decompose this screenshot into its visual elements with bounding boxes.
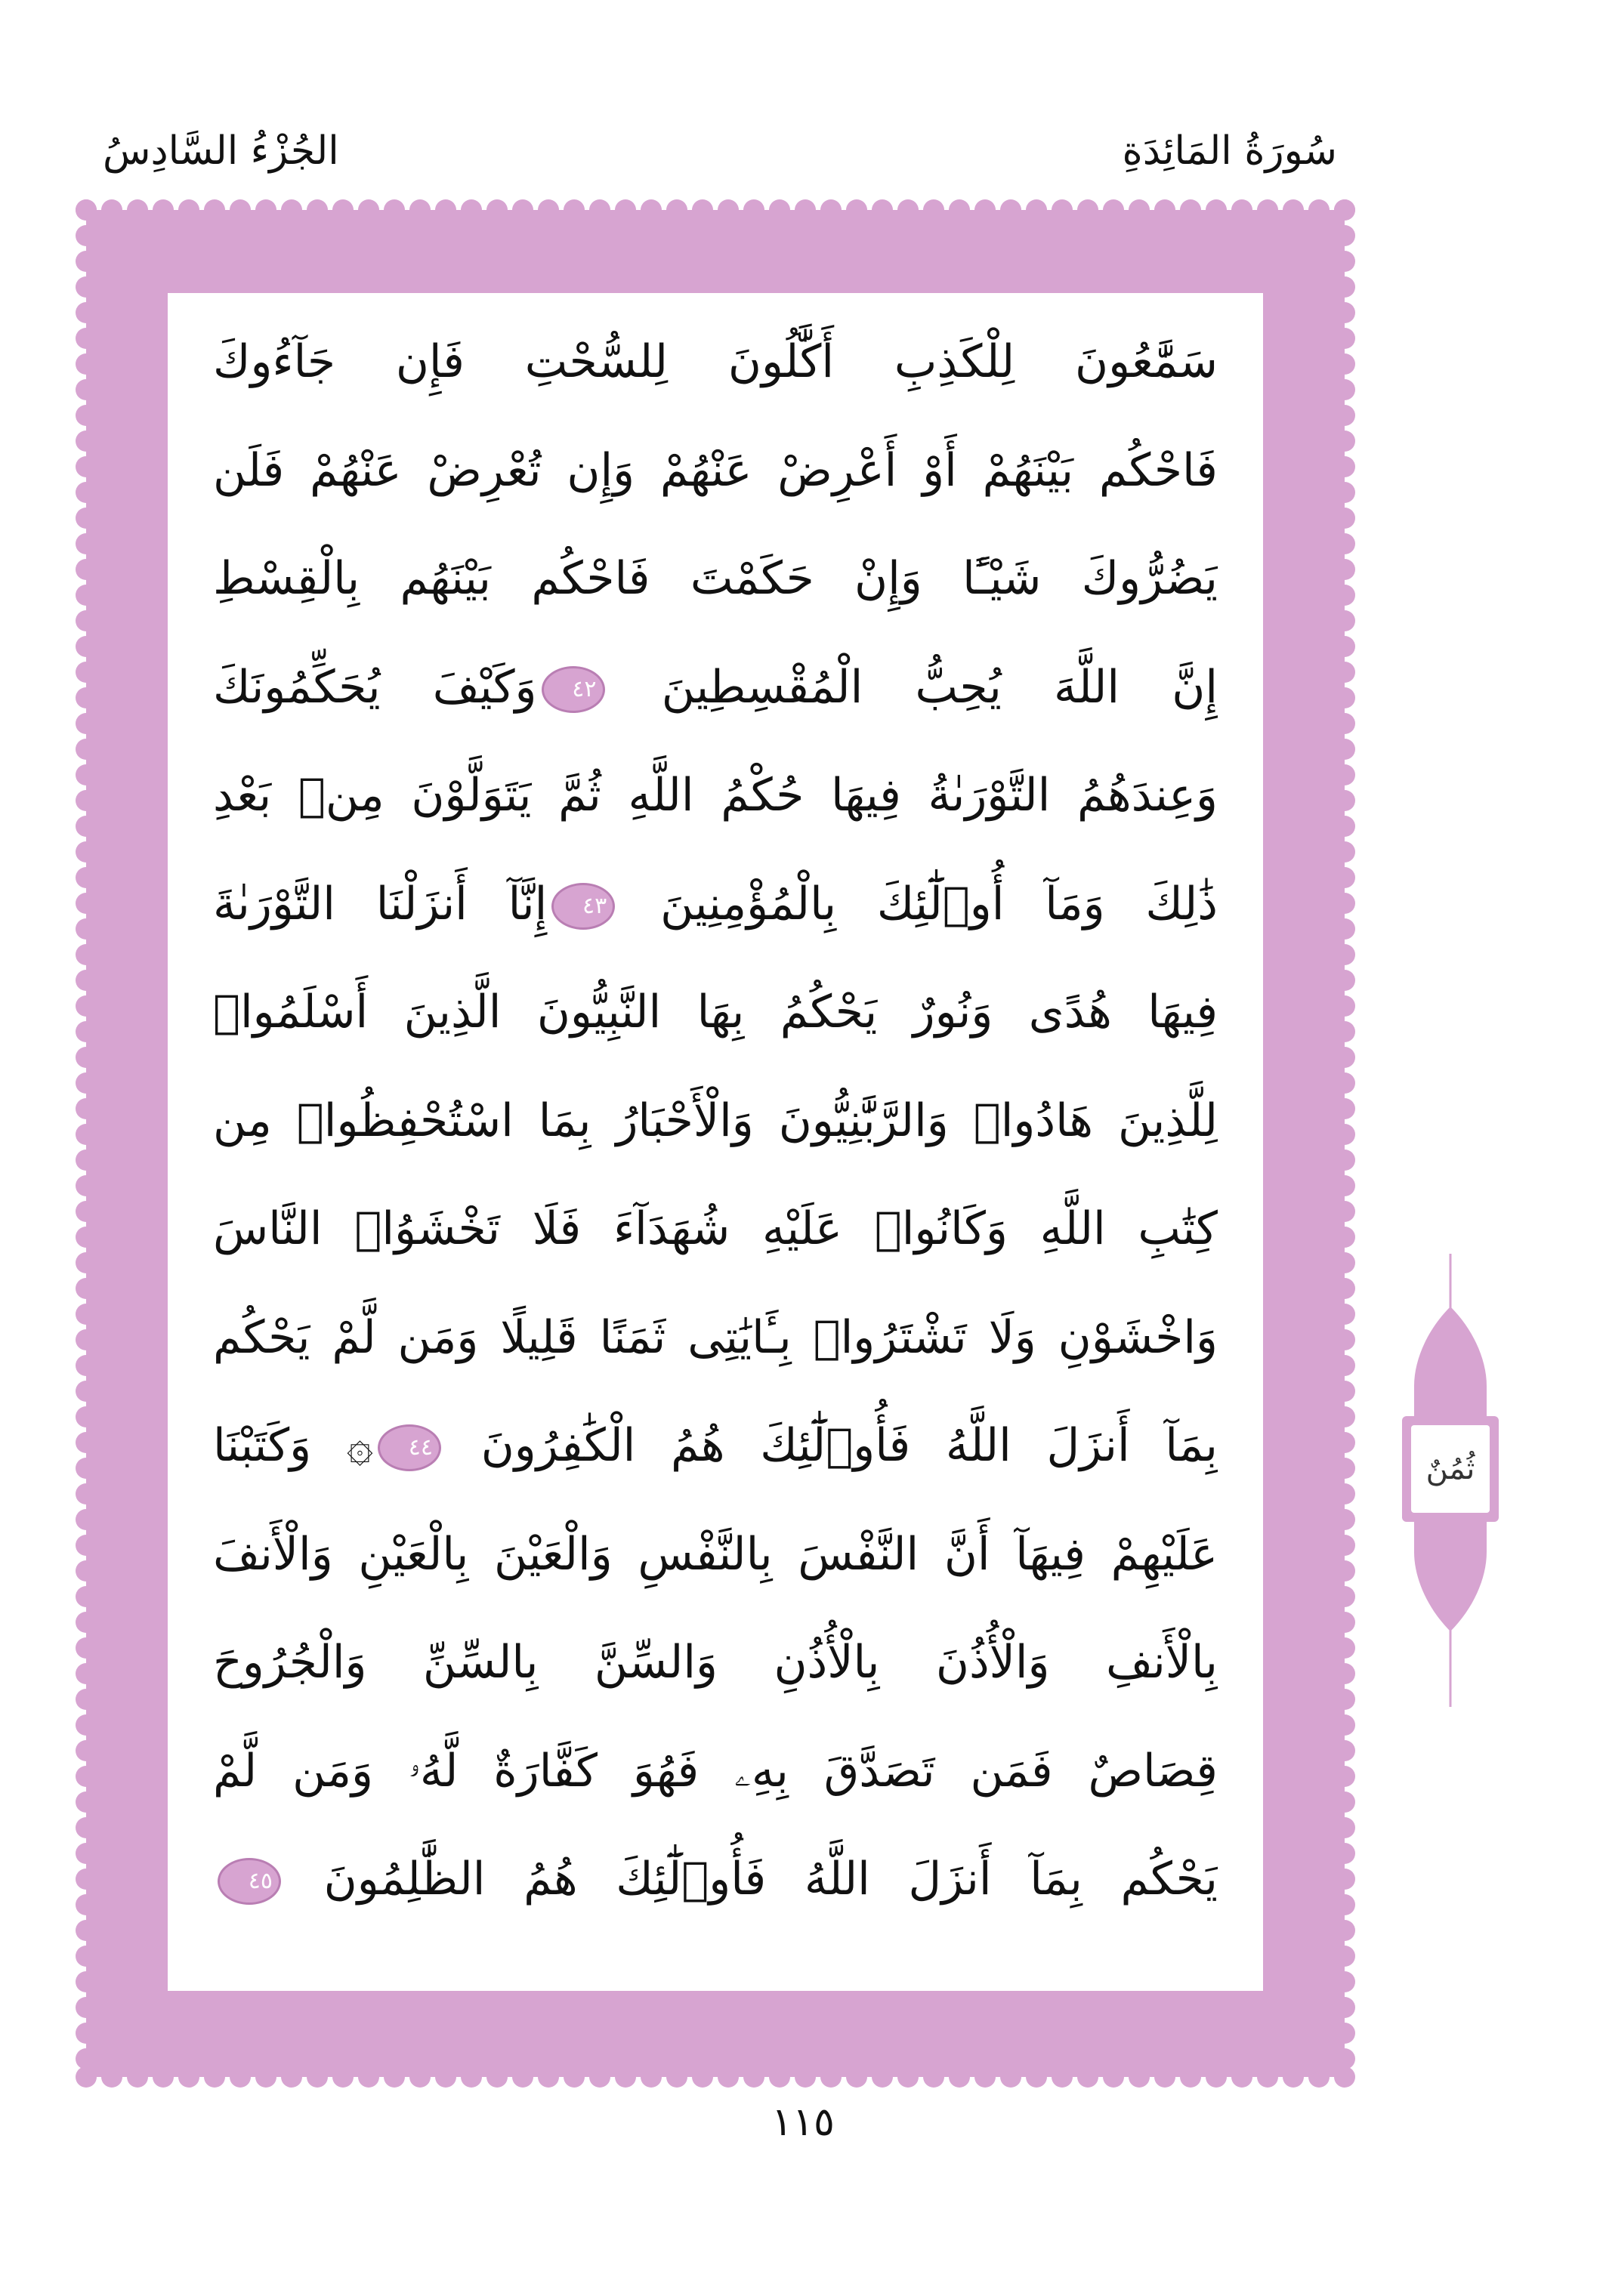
verse-line bbox=[213, 525, 1218, 634]
thumn-margin-marker bbox=[1398, 1254, 1503, 1707]
verse-text: إِنَّآ أَنزَلْنَا التَّوْرَىٰةَ bbox=[213, 877, 548, 930]
verse-line bbox=[213, 850, 1218, 959]
verse-line bbox=[213, 958, 1218, 1067]
verse-text: يَضُرُّوكَ شَيْـًٔا وَإِنْ حَكَمْتَ فَاحْكُم بَيْنَهُم بِالْقِسْطِ bbox=[213, 552, 1218, 605]
verse-text: وَاخْشَوْنِ وَلَا تَشْتَرُوا۟ بِـَٔايَٰتِى ثَمَنًا قَلِيلًا وَمَن لَّمْ يَحْكُم bbox=[213, 1310, 1218, 1364]
verse-text: بِالْأَنفِ وَالْأُذُنَ بِالْأُذُنِ وَالسِّنَّ بِالسِّنِّ وَالْجُرُوحَ bbox=[213, 1636, 1218, 1689]
verse-line bbox=[213, 1392, 1218, 1501]
verse-text: فَاحْكُم بَيْنَهُمْ أَوْ أَعْرِضْ عَنْهُمْ وَإِن تُعْرِضْ عَنْهُمْ فَلَن bbox=[213, 443, 1218, 497]
verse-line bbox=[213, 742, 1218, 850]
verse-line bbox=[213, 1067, 1218, 1176]
verse-text: إِنَّ اللَّهَ يُحِبُّ الْمُقْسِطِينَ bbox=[609, 660, 1218, 714]
verse-text: فِيهَا هُدًى وَنُورٌ يَحْكُمُ بِهَا النَّبِيُّونَ الَّذِينَ أَسْلَمُوا۟ bbox=[213, 986, 1218, 1038]
verse-text: ذَٰلِكَ وَمَآ أُو۟لَٰٓئِكَ بِالْمُؤْمِنِينَ bbox=[619, 877, 1218, 930]
verse-text: لِلَّذِينَ هَادُوا۟ وَالرَّبَّٰنِيُّونَ وَالْأَحْبَارُ بِمَا اسْتُحْفِظُوا۟ مِن bbox=[213, 1094, 1218, 1147]
verse-line bbox=[213, 1717, 1218, 1826]
verse-text: سَمَّٰعُونَ لِلْكَذِبِ أَكَّٰلُونَ لِلسُّحْتِ فَإِن جَآءُوكَ bbox=[213, 335, 1218, 388]
verse-text: بِمَآ أَنزَلَ اللَّهُ فَأُو۟لَٰٓئِكَ هُمُ الْكَٰفِرُونَ bbox=[446, 1419, 1218, 1472]
verse-line bbox=[213, 1175, 1218, 1284]
verse-text: وَكَيْفَ يُحَكِّمُونَكَ bbox=[213, 660, 537, 714]
verse-text: يَحْكُم بِمَآ أَنزَلَ اللَّهُ فَأُو۟لَٰٓئِكَ هُمُ الظَّٰلِمُونَ bbox=[286, 1853, 1218, 1906]
verse-line bbox=[213, 1825, 1218, 1934]
thumn-label: ثُمُنٌ bbox=[1425, 1452, 1475, 1486]
verse-line bbox=[213, 1501, 1218, 1609]
ayah-number-marker: ٤٢ bbox=[542, 666, 605, 713]
surah-name-header: سُورَةُ المَائِدَةِ bbox=[1122, 128, 1337, 174]
verse-line bbox=[213, 1284, 1218, 1393]
verse-text: عَلَيْهِمْ فِيهَآ أَنَّ النَّفْسَ بِالنَّفْسِ وَالْعَيْنَ بِالْعَيْنِ وَالْأَنفَ bbox=[213, 1527, 1218, 1581]
ayah-number-marker: ٤٣ bbox=[551, 883, 615, 930]
verse-line bbox=[213, 417, 1218, 526]
ayah-number-marker: ٤٥ bbox=[218, 1858, 281, 1905]
quran-text-panel bbox=[168, 293, 1263, 1991]
verse-text: وَعِندَهُمُ التَّوْرَىٰةُ فِيهَا حُكْمُ اللَّهِ ثُمَّ يَتَوَلَّوْنَ مِنۢ بَعْدِ bbox=[213, 769, 1218, 822]
verse-line bbox=[213, 1609, 1218, 1717]
ayah-number-marker: ٤٤ bbox=[378, 1424, 441, 1471]
page-number: ١١٥ bbox=[771, 2100, 835, 2145]
verse-line bbox=[213, 308, 1218, 417]
verse-text: كِتَٰبِ اللَّهِ وَكَانُوا۟ عَلَيْهِ شُهَدَآءَ فَلَا تَخْشَوُا۟ النَّاسَ bbox=[213, 1202, 1218, 1255]
verse-line bbox=[213, 634, 1218, 742]
juz-name-header: الجُزْءُ السَّادِسُ bbox=[103, 128, 339, 174]
verse-text: قِصَاصٌ فَمَن تَصَدَّقَ بِهِۦ فَهُوَ كَفَّارَةٌ لَّهُۥ وَمَن لَّمْ bbox=[213, 1744, 1218, 1798]
verse-text: ۞ وَكَتَبْنَا bbox=[213, 1419, 373, 1472]
verse-lines-list bbox=[213, 308, 1218, 1934]
